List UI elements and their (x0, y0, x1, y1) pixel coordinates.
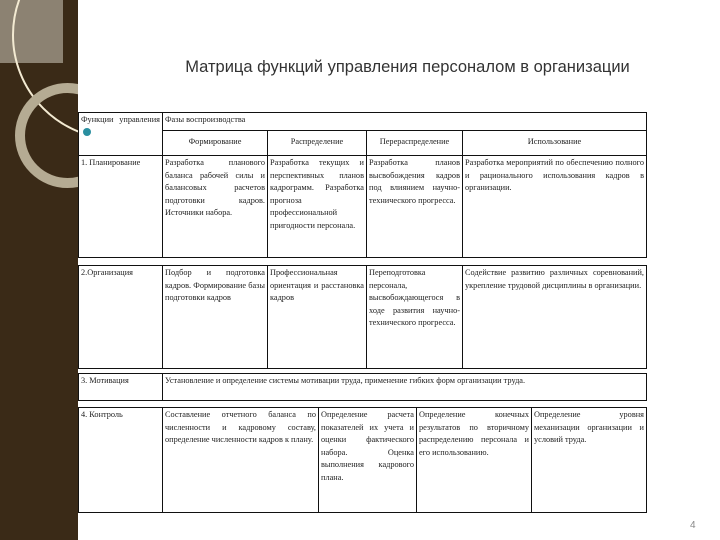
header-col: Использование (462, 131, 646, 155)
table-row (78, 155, 647, 258)
header-col: Перераспределение (366, 131, 462, 155)
table-cell: Профессиональная ориентация и расстановка кадров (267, 266, 366, 368)
table-cell: Разработка планов высвобождения кадров под влиянием научно-технического прогресса. (366, 156, 462, 257)
row-label: 1. Планирование (81, 158, 141, 167)
table-cell: Разработка планового баланса рабочей силы и балансовых расчетов подготовки кадров. Источники набора. (162, 156, 267, 257)
table-cell: Разработка мероприятий по обеспечению полного и рационального использования кадров в организации. (462, 156, 646, 257)
table-row (78, 265, 647, 369)
page-number: 4 (690, 520, 696, 531)
header-functions: Функции управления (79, 113, 162, 155)
header-col: Формирование (162, 131, 267, 155)
table-cell: Составление отчетного баланса по численности и кадровому составу, определение численности кадров к плану. (162, 408, 318, 512)
row-label: 4. Контроль (81, 410, 123, 419)
header-col: Распределение (267, 131, 366, 155)
bullet-dot-icon (83, 128, 91, 136)
table-cell: Определение уровня механизации организации и условий труда. (531, 408, 646, 512)
header-phases: Фазы воспроизводства (162, 113, 646, 131)
slide-title: Матрица функций управления персоналом в организации (185, 58, 630, 76)
table-cell: Установление и определение системы мотивации труда, применение гибких форм организации труда. (162, 374, 646, 400)
table-row (78, 373, 647, 401)
table-cell: Определение расчета показателей их учета и оценки фактического набора. Оценка выполнения кадрового плана. (318, 408, 416, 512)
row-label: 2.Организация (81, 268, 133, 277)
table-cell: Разработка текущих и перспективных планов кадрограмм. Разработка прогноза профессиональной пригодности персонала. (267, 156, 366, 257)
table-cell: Определение конечных результатов по вторичному распределению персонала и его использованию. (416, 408, 531, 512)
table-header (78, 112, 647, 156)
row-label: 3. Мотивация (81, 376, 129, 385)
table-row (78, 407, 647, 513)
table-cell: Переподготовка персонала, высвобождающегося в ходе развития научно-технического прогресса. (366, 266, 462, 368)
decor-ring (15, 83, 78, 188)
table-cell: Содействие развитию различных соревнований, укрепление трудовой дисциплины в организации. (462, 266, 646, 368)
decorative-sidebar (0, 0, 78, 540)
table-cell: Подбор и подготовка кадров. Формирование базы подготовки кадров (162, 266, 267, 368)
